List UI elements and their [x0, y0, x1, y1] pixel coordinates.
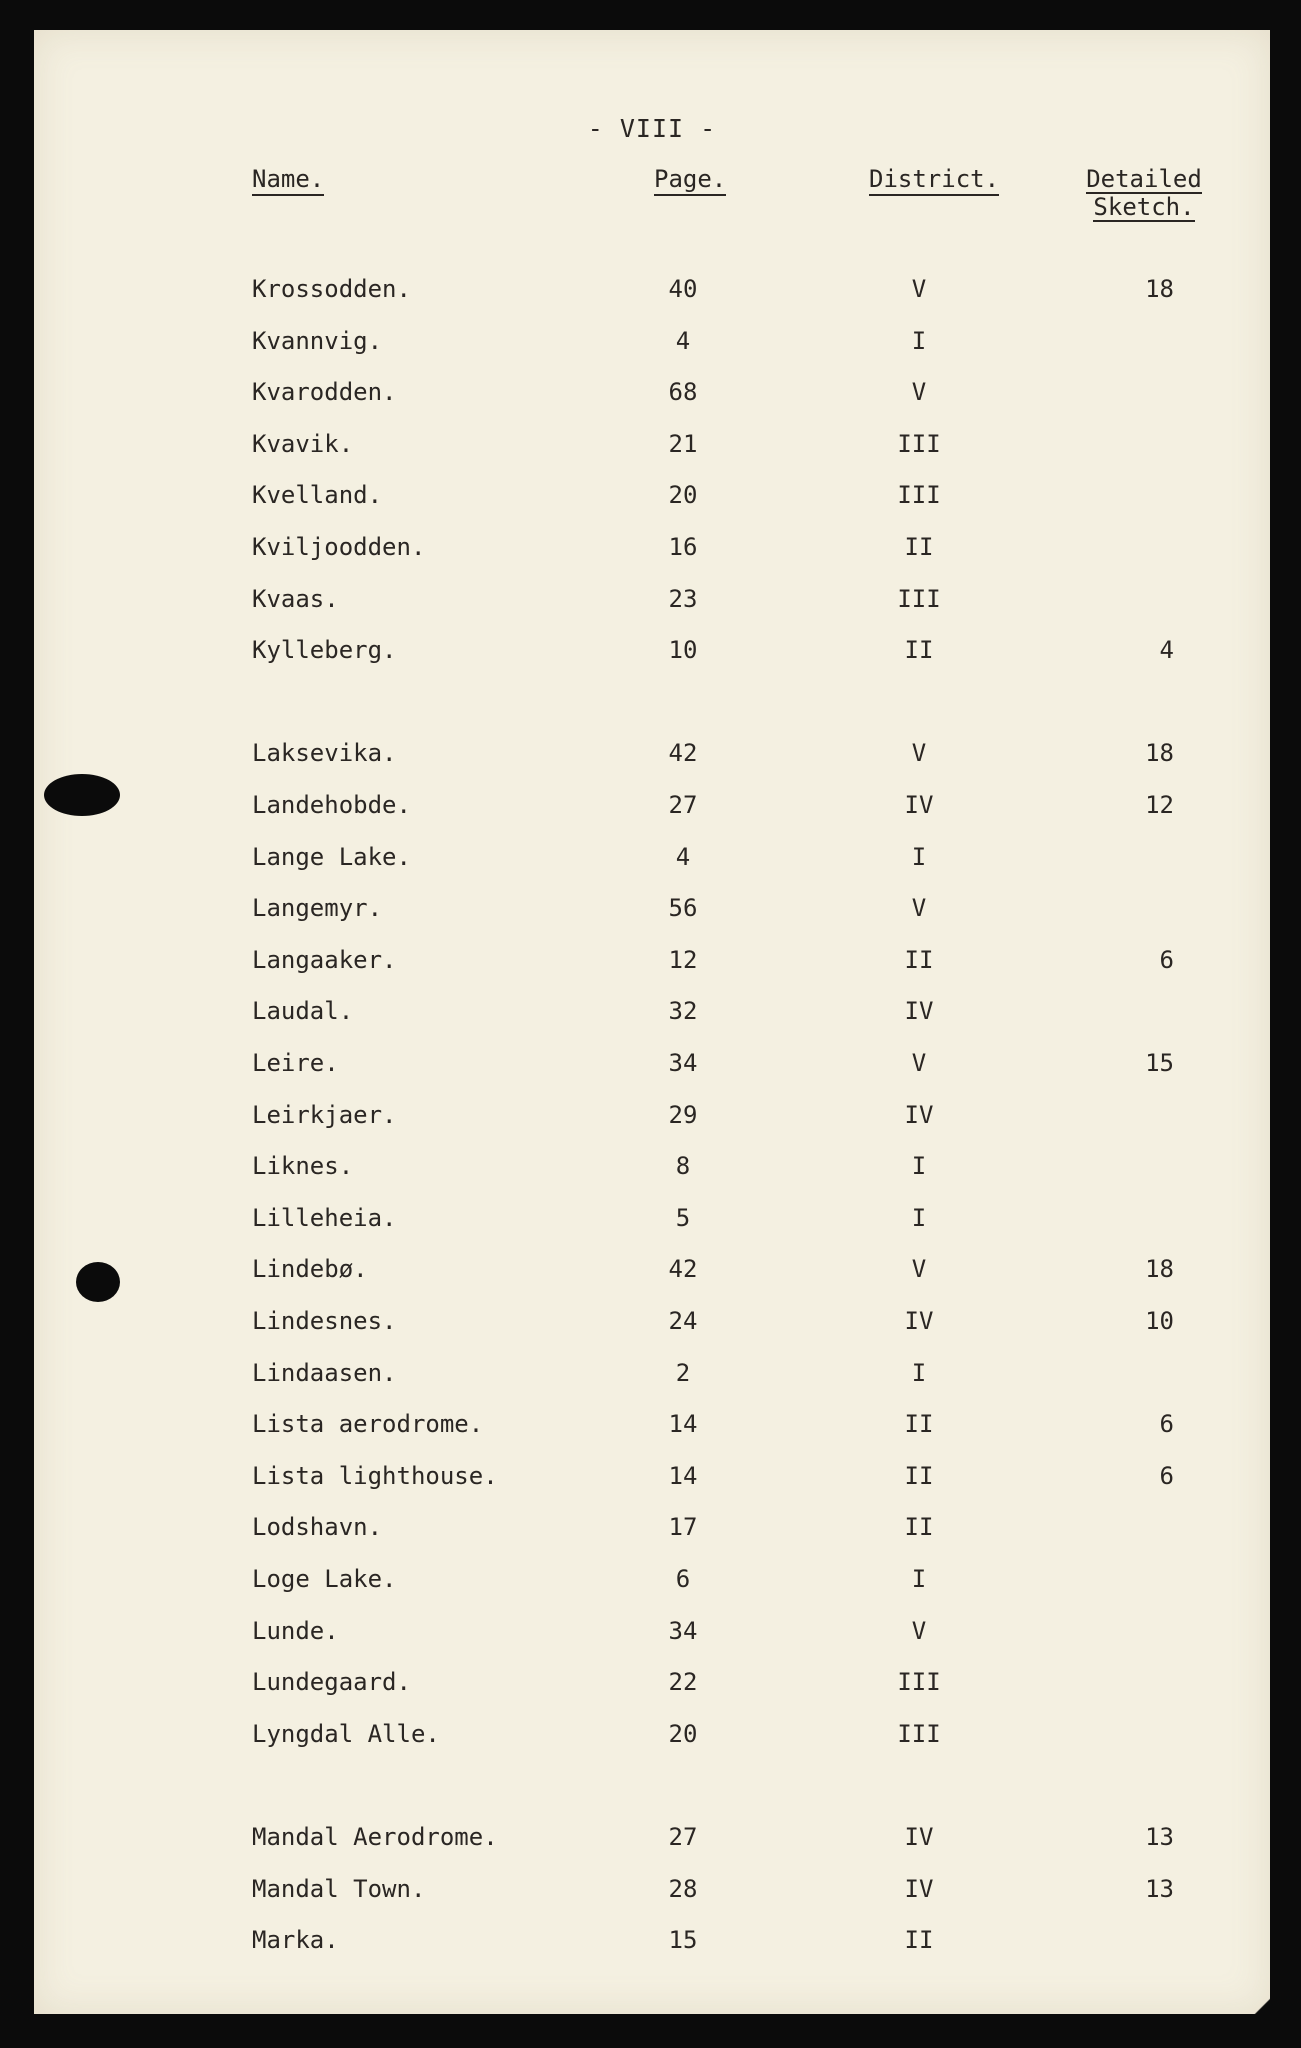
district-cell: IV: [904, 1875, 934, 1903]
table-row: [34, 1665, 1270, 1699]
place-name: Leire.: [252, 1049, 339, 1077]
place-name: Lindaasen.: [252, 1359, 397, 1387]
page-number-cell: 12: [668, 946, 698, 974]
page-number-cell: 4: [675, 843, 691, 871]
table-row: [34, 943, 1270, 977]
page-number-cell: 14: [668, 1462, 698, 1490]
district-cell: I: [911, 1152, 927, 1180]
table-row: [34, 994, 1270, 1028]
sketch-cell: 18: [1145, 739, 1174, 767]
page-number: - VIII -: [587, 114, 717, 143]
page-number-cell: 10: [668, 636, 698, 664]
district-cell: III: [897, 430, 941, 458]
district-cell: II: [904, 636, 934, 664]
place-name: Laksevika.: [252, 739, 397, 767]
page-number-cell: 29: [668, 1101, 698, 1129]
table-row: [34, 891, 1270, 925]
page-number-cell: 27: [668, 791, 698, 819]
district-cell: I: [911, 1359, 927, 1387]
place-name: Kylleberg.: [252, 636, 397, 664]
district-cell: II: [904, 1513, 934, 1541]
table-row: [34, 1562, 1270, 1596]
district-cell: II: [904, 946, 934, 974]
page-number-cell: 14: [668, 1410, 698, 1438]
table-row: [34, 736, 1270, 770]
page-number-cell: 42: [668, 739, 698, 767]
district-cell: II: [904, 1462, 934, 1490]
page-number-cell: 32: [668, 997, 698, 1025]
district-cell: II: [904, 533, 934, 561]
page-number-cell: 34: [668, 1617, 698, 1645]
table-row: [34, 1201, 1270, 1235]
district-cell: I: [911, 327, 927, 355]
district-cell: V: [911, 1255, 927, 1283]
place-name: Lodshavn.: [252, 1513, 383, 1541]
place-name: Mandal Town.: [252, 1875, 426, 1903]
table-row: [34, 1046, 1270, 1080]
place-name: Kvannvig.: [252, 327, 383, 355]
place-name: Lista lighthouse.: [252, 1462, 498, 1490]
table-row: [34, 1614, 1270, 1648]
district-cell: III: [897, 481, 941, 509]
page-number-cell: 42: [668, 1255, 698, 1283]
sketch-cell: 6: [1159, 1462, 1174, 1490]
sketch-cell: 6: [1159, 946, 1174, 974]
table-row: [34, 324, 1270, 358]
district-cell: IV: [904, 997, 934, 1025]
table-row: [34, 1717, 1270, 1751]
page-number-cell: 22: [668, 1668, 698, 1696]
page-number-cell: 28: [668, 1875, 698, 1903]
table-row: [34, 530, 1270, 564]
punch-hole-top: [44, 774, 120, 816]
district-cell: V: [911, 378, 927, 406]
column-header-detailed-sketch: Detailed Sketch.: [1086, 165, 1202, 221]
page-number-cell: 8: [675, 1152, 691, 1180]
page-number-cell: 34: [668, 1049, 698, 1077]
district-cell: IV: [904, 1101, 934, 1129]
page-number-cell: 15: [668, 1926, 698, 1954]
district-cell: IV: [904, 791, 934, 819]
place-name: Lundegaard.: [252, 1668, 411, 1696]
sketch-cell: 15: [1145, 1049, 1174, 1077]
sketch-cell: 18: [1145, 275, 1174, 303]
page-number-cell: 16: [668, 533, 698, 561]
district-cell: V: [911, 1617, 927, 1645]
table-row: [34, 1923, 1270, 1957]
table-row: [34, 1149, 1270, 1183]
district-cell: II: [904, 1410, 934, 1438]
table-row: [34, 788, 1270, 822]
page-number-cell: 5: [675, 1204, 691, 1232]
place-name: Liknes.: [252, 1152, 354, 1180]
table-row: [34, 478, 1270, 512]
table-row: [34, 1872, 1270, 1906]
place-name: Lilleheia.: [252, 1204, 397, 1232]
sketch-cell: 4: [1159, 636, 1174, 664]
place-name: Krossodden.: [252, 275, 411, 303]
place-name: Lunde.: [252, 1617, 339, 1645]
place-name: Mandal Aerodrome.: [252, 1823, 498, 1851]
page-number-cell: 20: [668, 481, 698, 509]
place-name: Kvavik.: [252, 430, 354, 458]
column-header-district: District.: [869, 166, 999, 192]
sketch-cell: 10: [1145, 1307, 1174, 1335]
place-name: Kvarodden.: [252, 378, 397, 406]
sketch-cell: 13: [1145, 1875, 1174, 1903]
district-cell: I: [911, 1565, 927, 1593]
sketch-cell: 18: [1145, 1255, 1174, 1283]
place-name: Lindesnes.: [252, 1307, 397, 1335]
table-row: [34, 375, 1270, 409]
place-name: Langaaker.: [252, 946, 397, 974]
table-row: [34, 1510, 1270, 1544]
sketch-cell: 6: [1159, 1410, 1174, 1438]
district-cell: V: [911, 739, 927, 767]
place-name: Loge Lake.: [252, 1565, 397, 1593]
table-row: [34, 840, 1270, 874]
place-name: Laudal.: [252, 997, 354, 1025]
page-number-cell: 24: [668, 1307, 698, 1335]
district-cell: I: [911, 843, 927, 871]
page-number-cell: 2: [675, 1359, 691, 1387]
table-row: [34, 1407, 1270, 1441]
column-header-page: Page.: [654, 166, 726, 192]
document-page: [34, 30, 1270, 2014]
district-cell: I: [911, 1204, 927, 1232]
district-cell: III: [897, 585, 941, 613]
table-row: [34, 1459, 1270, 1493]
place-name: Langemyr.: [252, 894, 383, 922]
page-number-cell: 4: [675, 327, 691, 355]
place-name: Kvaas.: [252, 585, 339, 613]
district-cell: V: [911, 894, 927, 922]
page-number-cell: 27: [668, 1823, 698, 1851]
place-name: Leirkjaer.: [252, 1101, 397, 1129]
district-cell: V: [911, 275, 927, 303]
page-number-cell: 23: [668, 585, 698, 613]
table-row: [34, 1820, 1270, 1854]
place-name: Lista aerodrome.: [252, 1410, 484, 1438]
punch-hole-bottom: [76, 1262, 120, 1302]
table-row: [34, 1252, 1270, 1286]
district-cell: III: [897, 1668, 941, 1696]
place-name: Kviljoodden.: [252, 533, 426, 561]
page-number-cell: 68: [668, 378, 698, 406]
torn-corner: [1211, 1958, 1301, 2048]
place-name: Lange Lake.: [252, 843, 411, 871]
column-header-name: Name.: [252, 166, 324, 192]
district-cell: V: [911, 1049, 927, 1077]
place-name: Lyngdal Alle.: [252, 1720, 440, 1748]
page-number-cell: 6: [675, 1565, 691, 1593]
district-cell: IV: [904, 1307, 934, 1335]
table-row: [34, 1356, 1270, 1390]
district-cell: III: [897, 1720, 941, 1748]
place-name: Kvelland.: [252, 481, 383, 509]
district-cell: IV: [904, 1823, 934, 1851]
place-name: Marka.: [252, 1926, 339, 1954]
page-number-cell: 20: [668, 1720, 698, 1748]
page-number-cell: 40: [668, 275, 698, 303]
table-row: [34, 1098, 1270, 1132]
place-name: Landehobde.: [252, 791, 411, 819]
table-row: [34, 427, 1270, 461]
table-row: [34, 272, 1270, 306]
district-cell: II: [904, 1926, 934, 1954]
place-name: Lindebø.: [252, 1255, 368, 1283]
table-row: [34, 582, 1270, 616]
page-number-cell: 17: [668, 1513, 698, 1541]
page-number-cell: 56: [668, 894, 698, 922]
page-number-cell: 21: [668, 430, 698, 458]
table-row: [34, 1304, 1270, 1338]
sketch-cell: 13: [1145, 1823, 1174, 1851]
sketch-cell: 12: [1145, 791, 1174, 819]
table-row: [34, 633, 1270, 667]
